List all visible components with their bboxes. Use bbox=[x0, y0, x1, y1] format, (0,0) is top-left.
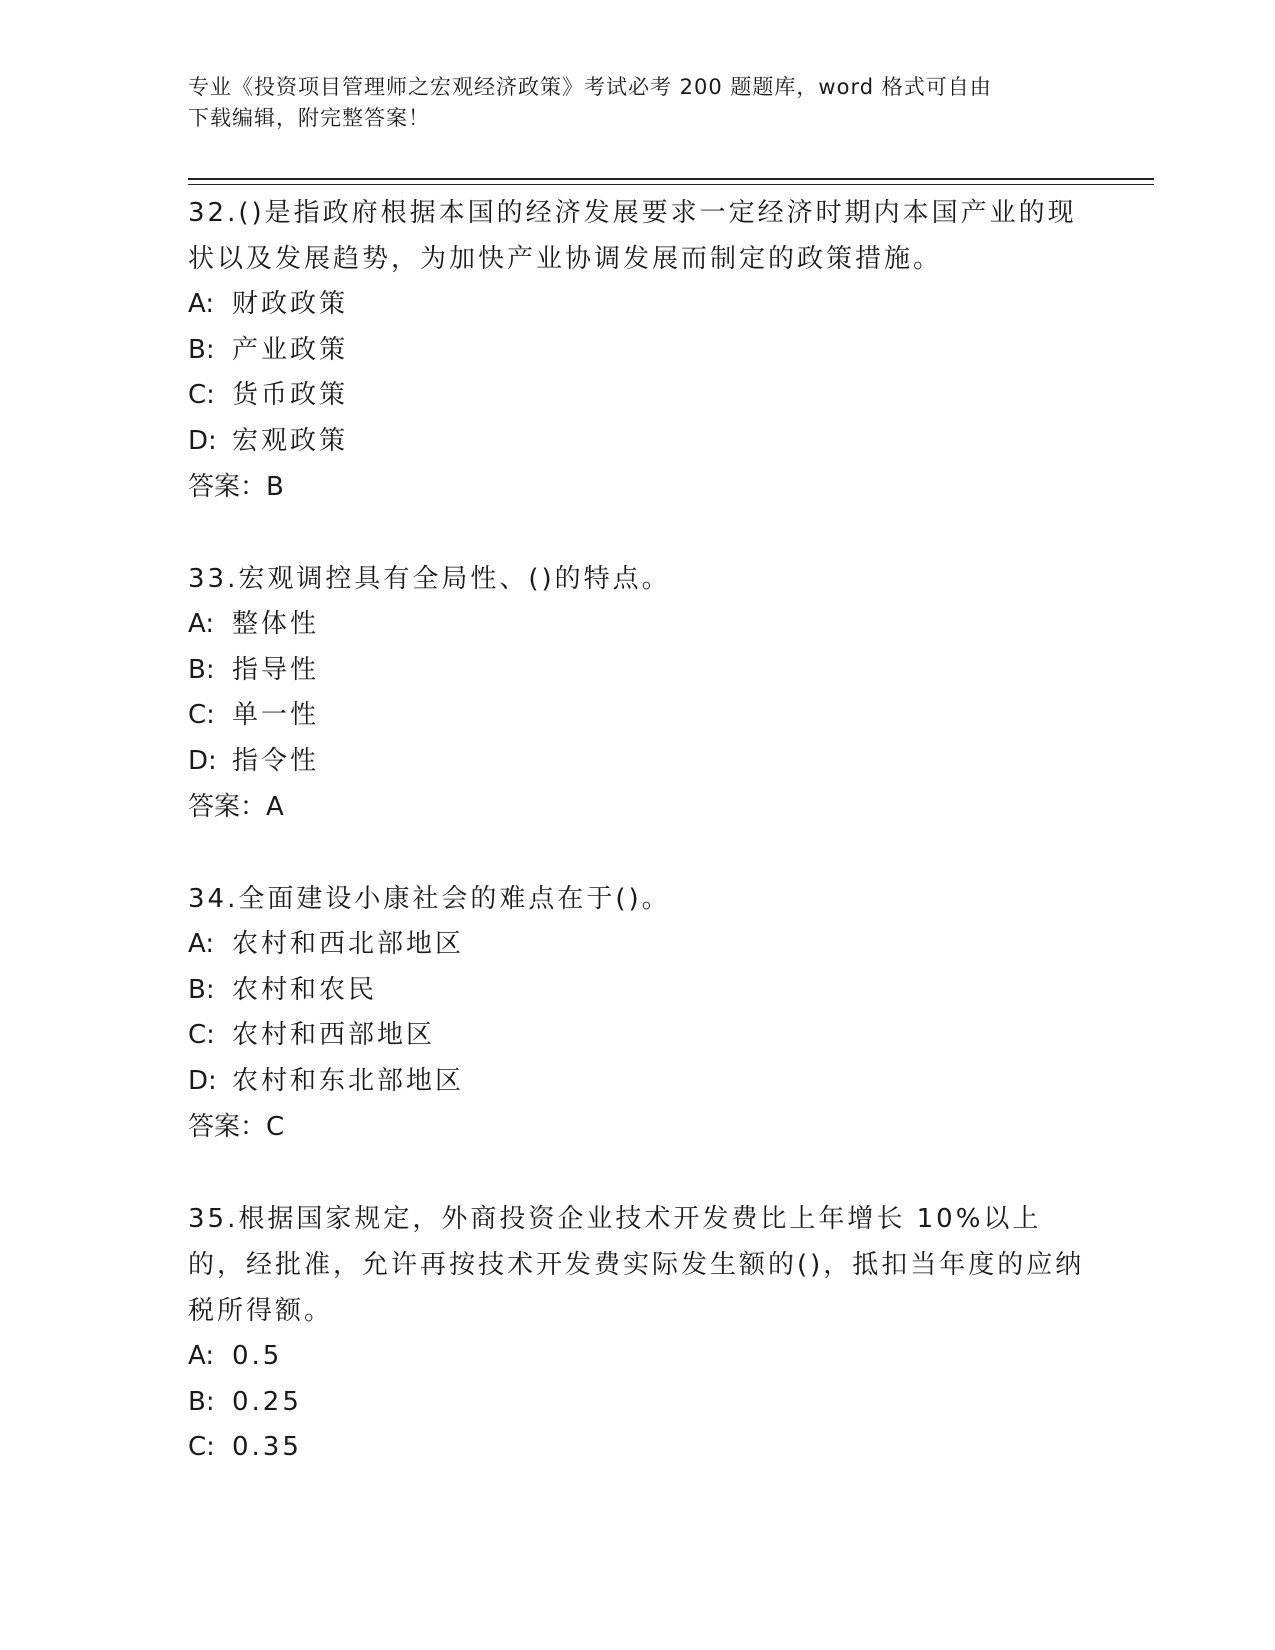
option-b bbox=[188, 648, 1088, 694]
answer-line bbox=[188, 464, 1088, 510]
answer-value: C bbox=[266, 1112, 285, 1142]
option-text: 指导性 bbox=[232, 654, 320, 685]
header-line-2: 下载编辑，附完整答案！ bbox=[188, 106, 430, 130]
option-c bbox=[188, 1425, 1088, 1471]
option-text: 财政政策 bbox=[232, 289, 349, 319]
header-line-1: 专业《投资项目管理师之宏观经济政策》考试必考 200 题题库，word 格式可自由 bbox=[188, 75, 992, 99]
question-34 bbox=[188, 876, 1088, 1150]
option-a bbox=[188, 922, 1088, 968]
option-text: 产业政策 bbox=[232, 334, 349, 365]
answer-line bbox=[188, 1104, 1088, 1150]
option-a bbox=[188, 282, 1088, 328]
option-c bbox=[188, 1013, 1088, 1059]
option-letter: C: bbox=[188, 1432, 215, 1462]
question-35 bbox=[188, 1196, 1088, 1471]
option-d bbox=[188, 1059, 1088, 1105]
answer-line bbox=[188, 784, 1088, 830]
option-text: 货币政策 bbox=[232, 380, 349, 410]
option-letter: C: bbox=[188, 1020, 215, 1050]
header-divider-thick bbox=[188, 178, 1154, 180]
option-b bbox=[188, 1380, 1088, 1426]
option-letter: A: bbox=[188, 1341, 215, 1371]
answer-label: 答案： bbox=[188, 1112, 267, 1142]
option-text: 农村和农民 bbox=[232, 974, 378, 1005]
question-text: 35.根据国家规定，外商投资企业技术开发费比上年增长 10%以上的，经批准，允许再按技术开发费实际发生额的()，抵扣当年度的应纳税所得额。 bbox=[188, 1204, 1085, 1326]
option-letter: C: bbox=[188, 380, 215, 410]
answer-label: 答案： bbox=[188, 792, 267, 822]
option-text: 单一性 bbox=[232, 700, 320, 730]
option-text: 0.5 bbox=[232, 1341, 283, 1371]
option-letter: B: bbox=[188, 974, 215, 1005]
option-d bbox=[188, 419, 1088, 465]
option-letter: A: bbox=[188, 289, 215, 319]
option-text: 0.35 bbox=[232, 1432, 302, 1462]
option-letter: A: bbox=[188, 609, 215, 639]
question-text: 32.()是指政府根据本国的经济发展要求一定经济时期内本国产业的现状以及发展趋势，为加快产业协调发展而制定的政策措施。 bbox=[188, 198, 1077, 274]
option-text: 宏观政策 bbox=[232, 425, 349, 456]
option-letter: D: bbox=[188, 745, 217, 776]
option-b bbox=[188, 968, 1088, 1014]
option-a bbox=[188, 1334, 1088, 1380]
option-c bbox=[188, 373, 1088, 419]
option-letter: B: bbox=[188, 334, 215, 365]
option-text: 农村和西部地区 bbox=[232, 1020, 436, 1050]
option-b bbox=[188, 328, 1088, 374]
document-header bbox=[188, 72, 1088, 134]
option-text: 整体性 bbox=[232, 609, 320, 639]
option-text: 0.25 bbox=[232, 1386, 302, 1417]
option-letter: A: bbox=[188, 929, 215, 959]
option-letter: D: bbox=[188, 1065, 217, 1096]
option-text: 农村和西北部地区 bbox=[232, 929, 465, 959]
header-divider-thin bbox=[188, 184, 1154, 185]
option-c bbox=[188, 693, 1088, 739]
answer-label: 答案： bbox=[188, 472, 267, 502]
option-letter: B: bbox=[188, 1386, 215, 1417]
question-32 bbox=[188, 190, 1088, 510]
answer-value: A bbox=[266, 792, 284, 822]
option-letter: B: bbox=[188, 654, 215, 685]
question-33 bbox=[188, 556, 1088, 830]
answer-value: B bbox=[266, 472, 284, 502]
option-text: 指令性 bbox=[232, 745, 320, 776]
option-a bbox=[188, 602, 1088, 648]
option-text: 农村和东北部地区 bbox=[232, 1065, 465, 1096]
question-text: 34.全面建设小康社会的难点在于()。 bbox=[188, 884, 671, 914]
option-letter: D: bbox=[188, 425, 217, 456]
option-d bbox=[188, 739, 1088, 785]
option-letter: C: bbox=[188, 700, 215, 730]
question-list bbox=[188, 190, 1088, 1517]
question-text: 33.宏观调控具有全局性、()的特点。 bbox=[188, 564, 671, 594]
